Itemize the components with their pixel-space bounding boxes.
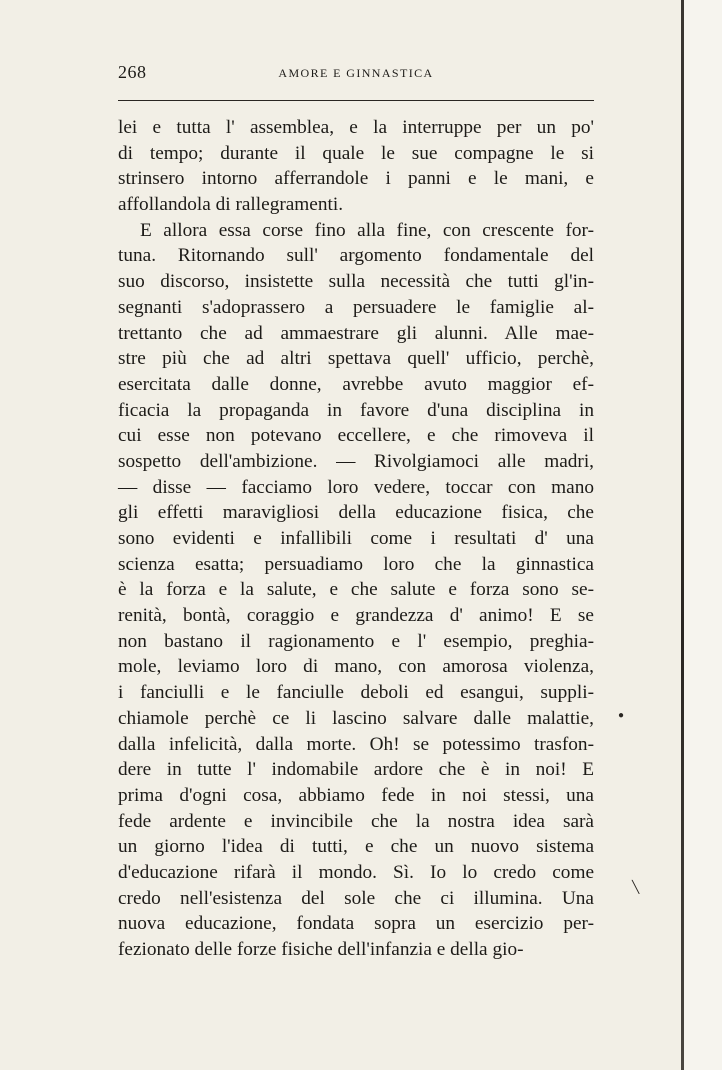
text-line: un giorno l'idea di tutti, e che un nuovo sistema bbox=[118, 836, 594, 858]
text-line: sono evidenti e infallibili come i resultati d' una bbox=[118, 528, 594, 549]
text-line: esercitata dalle donne, avrebbe avuto maggior ef- bbox=[118, 373, 594, 395]
text-line: chiamole perchè ce li lascino salvare dalle malattie, bbox=[118, 707, 594, 729]
text-line: nuova educazione, fondata sopra un esercizio per- bbox=[118, 913, 594, 935]
text-line: prima d'ogni cosa, abbiamo fede in noi stessi, una bbox=[118, 784, 594, 806]
text-line: E allora essa corse fino alla fine, con crescente for- bbox=[140, 219, 594, 241]
body-text bbox=[118, 115, 594, 963]
text-line: — disse — facciamo loro vedere, toccar con mano bbox=[118, 476, 594, 498]
text-line: credo nell'esistenza del sole che ci illumina. Una bbox=[118, 887, 594, 909]
page-header bbox=[118, 60, 594, 84]
text-line: segnanti s'adoprassero a persuadere le famiglie al- bbox=[118, 296, 594, 318]
text-line: affollandola di rallegramenti. bbox=[118, 194, 344, 216]
text-line: dalla infelicità, dalla morte. Oh! se potessimo trasfon- bbox=[118, 733, 594, 755]
ink-speck: ╲ bbox=[632, 880, 640, 894]
page-binding-edge bbox=[681, 0, 684, 1070]
text-line: scienza esatta; persuadiamo loro che la ginnastica bbox=[118, 553, 594, 575]
ink-speck: ● bbox=[618, 710, 625, 721]
text-line: stre più che ad altri spettava quell' ufficio, perchè, bbox=[118, 348, 594, 370]
text-line: non bastano il ragionamento e l' esempio, preghia- bbox=[118, 630, 594, 652]
text-line: dere in tutte l' indomabile ardore che è in noi! E bbox=[118, 759, 594, 781]
text-line: fede ardente e invincibile che la nostra idea sarà bbox=[118, 810, 594, 832]
text-line: suo discorso, insistette sulla necessità che tutti gl'in- bbox=[118, 271, 594, 293]
text-line: fezionato delle forze fisiche dell'infanzia e della gio- bbox=[118, 939, 524, 960]
running-head: AMORE E GINNASTICA bbox=[278, 66, 434, 80]
page-number: 268 bbox=[118, 62, 147, 82]
text-line: strinsero intorno afferrandole i panni e le mani, e bbox=[118, 168, 594, 190]
text-line: renità, bontà, coraggio e grandezza d' animo! E se bbox=[118, 605, 594, 627]
text-line: gli effetti maravigliosi della educazione fisica, che bbox=[118, 502, 594, 524]
text-line: trettanto che ad ammaestrare gli alunni. Alle mae- bbox=[118, 322, 594, 344]
text-line: sospetto dell'ambizione. — Rivolgiamoci alle madri, bbox=[118, 450, 594, 472]
text-line: di tempo; durante il quale le sue compagne le si bbox=[118, 142, 594, 164]
page-margin-shade bbox=[684, 0, 722, 1070]
header-rule bbox=[118, 100, 594, 101]
text-line: i fanciulli e le fanciulle deboli ed esangui, suppli- bbox=[118, 682, 594, 704]
text-line: tuna. Ritornando sull' argomento fondamentale del bbox=[118, 245, 594, 267]
text-line: d'educazione rifarà il mondo. Sì. Io lo credo come bbox=[118, 861, 594, 883]
text-line: cui esse non potevano eccellere, e che rimoveva il bbox=[118, 425, 594, 447]
text-line: mole, leviamo loro di mano, con amorosa violenza, bbox=[118, 656, 594, 678]
text-line: ficacia la propaganda in favore d'una disciplina in bbox=[118, 399, 594, 421]
text-line: lei e tutta l' assemblea, e la interruppe per un po' bbox=[118, 117, 594, 138]
text-line: è la forza e la salute, e che salute e forza sono se- bbox=[118, 579, 594, 601]
